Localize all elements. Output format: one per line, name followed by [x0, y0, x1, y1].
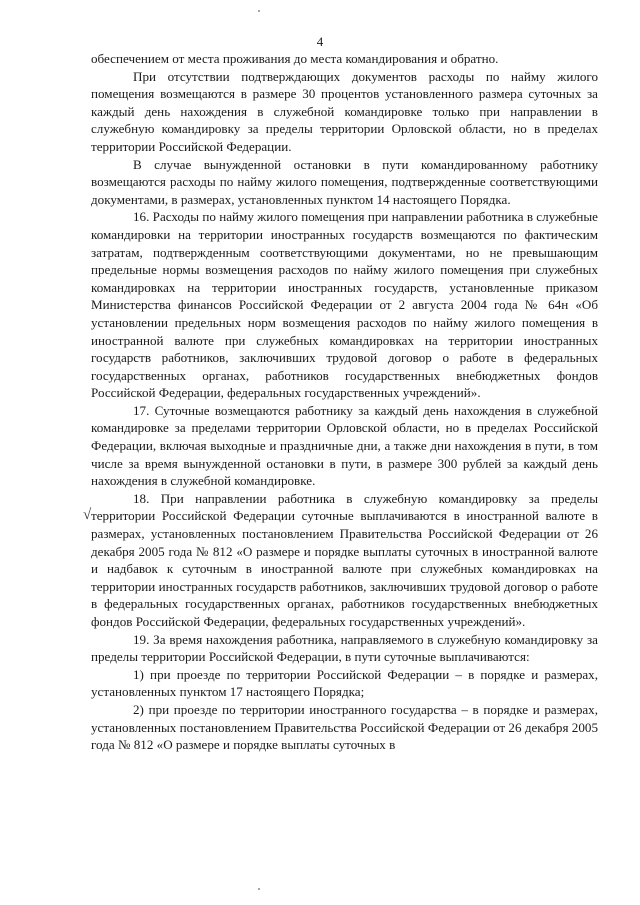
page-number: 4: [316, 34, 324, 49]
paragraph-no-documents: При отсутствии подтверждающих документов расходы по найму жилого помещения возмещаются в размере 30 процентов установленного размера суточных за каждый день нахождения в служебной командировке только при направлении в служебную командировку за пределы территории Орловской области, но в пределах территории Российской Федерации.: [91, 68, 598, 154]
paragraph-item-19: 19. За время нахождения работника, направляемого в служебную командировку за пределы территории Российской Федерации, в пути суточные выплачиваются:: [91, 631, 598, 665]
handwritten-checkmark-icon: √: [83, 507, 92, 523]
paragraph-item-19-2: 2) при проезде по территории иностранного государства – в порядке и размерах, установленных постановлением Правительства Российской Федерации от 26 декабря 2005 года № 812 «О размере и порядке выплаты суточных в: [91, 701, 598, 753]
document-body: [91, 50, 598, 754]
paragraph-item-17: 17. Суточные возмещаются работнику за каждый день нахождения в служебной командировке за пределами территории Орловской области, но в пределах Российской Федерации, включая выходные и праздничные дни, а также дни нахождения в пути, в том числе за время вынужденной остановки в пути, в размере 300 рублей за каждый день нахождения в служебной командировке.: [91, 402, 598, 489]
paragraph-forced-stop: В случае вынужденной остановки в пути командированному работнику возмещаются расходы по найму жилого помещения, подтвержденные соответствующими документами, в размерах, установленных пунктом 14 настоящего Порядка.: [91, 156, 598, 207]
paragraph-continuation: обеспечением от места проживания до места командирования и обратно.: [91, 51, 499, 66]
paragraph-item-16: 16. Расходы по найму жилого помещения при направлении работника в служебные командировки на территории иностранных государств возмещаются по фактическим затратам, подтвержденным соответствующими документами, но не превышающим предельные нормы возмещения расходов по найму жилого помещения при служебных командировках на территории иностранных государств, установленные приказом Министерства финансов Российской Федерации от 2 августа 2004 года № 64н «Об установлении предельных норм возмещения расходов по найму жилого помещения в иностранной валюте при служебных командировках на территории иностранных государств работников, заключивших трудовой договор о работе в федеральных государственных органах, работников государственных внебюджетных фондов Российской Федерации, федеральных государственных учреждений».: [91, 209, 598, 401]
paragraph-item-19-1: 1) при проезде по территории Российской Федерации – в порядке и размерах, установленных пунктом 17 настоящего Порядка;: [91, 666, 598, 700]
paragraph-item-18: 18. При направлении работника в служебную командировку за пределы территории Российской Федерации суточные выплачиваются в иностранной валюте в размерах, установленных постановлением Правительства Российской Федерации от 26 декабря 2005 года № 812 «О размере и порядке выплаты суточных в иностранной валюте и надбавок к суточным в иностранной валюте при служебных командировках на территории иностранных государств работников, заключивших трудовой договор о работе в федеральных государственных органах, работников государственных внебюджетных фондов Российской Федерации, федеральных государственных учреждений».: [91, 490, 598, 629]
scan-artifact-dot: [258, 888, 260, 890]
scan-artifact-dot: [258, 10, 260, 12]
